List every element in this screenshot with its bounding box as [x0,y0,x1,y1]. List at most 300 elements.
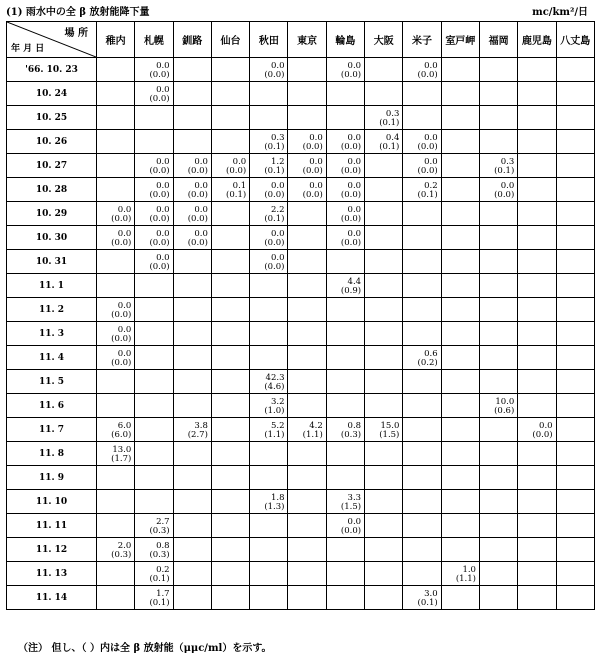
data-cell [97,586,135,610]
data-cell [135,82,173,106]
data-cell [250,490,288,514]
fallout-value: 0.0 [347,61,362,71]
data-cell [288,466,326,490]
value-pair [403,157,440,177]
date-cell: 10. 26 [7,130,97,154]
table-row [7,130,595,154]
fallout-value: 0.0 [117,325,132,335]
data-cell [288,130,326,154]
data-cell [250,58,288,82]
fallout-value: 0.0 [232,157,247,167]
data-cell [556,370,594,394]
fallout-value: 0.0 [309,157,323,167]
fallout-value: 2.2 [270,205,285,215]
beta-activity-value: (0.3) [149,526,170,536]
beta-activity-value: (0.0) [149,238,170,248]
data-cell [173,442,211,466]
station-header: 稚内 [97,22,135,58]
data-cell [518,130,556,154]
date-cell: 11. 2 [7,298,97,322]
data-cell [326,466,364,490]
table-row [7,82,595,106]
data-cell [479,178,517,202]
data-cell [479,586,517,610]
data-cell [518,322,556,346]
data-cell [403,154,441,178]
beta-activity-value: (2.7) [187,430,208,440]
date-cell: '66. 10. 23 [7,58,97,82]
value-pair [212,157,249,177]
data-cell [326,538,364,562]
fallout-value: 0.0 [117,205,132,215]
date-cell: 11. 1 [7,274,97,298]
table-row [7,58,595,82]
data-cell [211,226,249,250]
value-pair [174,181,211,201]
data-cell [441,130,479,154]
data-cell [441,370,479,394]
data-cell [250,250,288,274]
beta-activity-value: (0.0) [149,262,170,272]
data-cell [556,562,594,586]
data-cell [326,370,364,394]
data-cell [556,106,594,130]
data-cell [556,250,594,274]
beta-activity-value: (0.0) [187,214,208,224]
data-cell [97,58,135,82]
data-cell [441,226,479,250]
data-cell [97,322,135,346]
data-cell [365,442,403,466]
station-header: 鹿児島 [518,22,556,58]
data-cell [173,394,211,418]
data-cell [173,418,211,442]
data-cell [441,490,479,514]
station-header: 仙台 [211,22,249,58]
data-cell [135,154,173,178]
table-title: (1) 雨水中の全 β 放射能降下量 [6,7,150,18]
fallout-value: 0.0 [156,229,170,239]
data-cell [288,514,326,538]
value-pair [327,181,364,201]
data-cell [326,130,364,154]
data-cell [135,466,173,490]
station-header: 八丈島 [556,22,594,58]
data-cell [365,178,403,202]
value-pair [250,421,287,441]
data-cell [173,514,211,538]
data-cell [288,274,326,298]
data-cell [326,226,364,250]
fallout-value: 0.0 [156,253,170,263]
value-pair [480,181,517,201]
value-pair [365,109,402,129]
data-cell [326,490,364,514]
data-cell [173,178,211,202]
fallout-value: 0.0 [270,181,285,191]
data-cell [250,394,288,418]
data-cell [518,514,556,538]
data-cell [326,58,364,82]
data-cell [403,394,441,418]
beta-activity-value: (0.1) [149,598,170,608]
table-row [7,346,595,370]
value-pair [518,421,555,441]
data-cell [250,82,288,106]
beta-activity-value: (0.3) [340,430,362,440]
data-cell [365,58,403,82]
data-cell [365,154,403,178]
data-cell [97,442,135,466]
fallout-value: 0.1 [232,181,247,191]
fallout-value: 0.6 [424,349,438,359]
data-cell [556,202,594,226]
data-cell [365,394,403,418]
data-cell [518,58,556,82]
value-pair [288,157,325,177]
data-cell [97,130,135,154]
fallout-value: 0.0 [347,205,362,215]
beta-activity-value: (0.1) [417,598,438,608]
data-cell [173,274,211,298]
data-cell [403,322,441,346]
date-cell: 11. 11 [7,514,97,538]
beta-activity-value: (0.0) [111,334,132,344]
data-cell [288,562,326,586]
data-cell [479,202,517,226]
table-row [7,586,595,610]
fallout-value: 0.0 [309,181,323,191]
data-cell [441,106,479,130]
data-cell [97,274,135,298]
data-cell [365,226,403,250]
data-cell [441,178,479,202]
data-cell [556,346,594,370]
table-row [7,106,595,130]
beta-activity-value: (0.0) [149,214,170,224]
header-place-label: 場 所 [64,28,88,39]
date-cell: 10. 29 [7,202,97,226]
data-cell [556,274,594,298]
beta-activity-value: (0.0) [111,358,132,368]
data-cell [250,202,288,226]
fallout-value: 13.0 [112,445,132,455]
value-pair [327,205,364,225]
data-cell [326,514,364,538]
date-cell: 10. 27 [7,154,97,178]
data-cell [518,442,556,466]
value-pair [135,205,172,225]
data-cell [518,154,556,178]
data-cell [288,394,326,418]
data-cell [365,562,403,586]
station-header: 大阪 [365,22,403,58]
station-header: 東京 [288,22,326,58]
beta-activity-value: (1.1) [302,430,323,440]
beta-activity-value: (1.0) [264,406,285,416]
value-pair [135,517,172,537]
value-pair [135,589,172,609]
data-cell [288,154,326,178]
data-cell [326,274,364,298]
data-cell [556,442,594,466]
data-cell [556,226,594,250]
data-cell [250,370,288,394]
value-pair [97,301,134,321]
data-cell [135,178,173,202]
data-cell [173,562,211,586]
data-cell [135,538,173,562]
data-cell [365,586,403,610]
beta-activity-value: (1.7) [111,454,132,464]
beta-activity-value: (1.5) [340,502,362,512]
data-cell [441,274,479,298]
data-cell [250,514,288,538]
value-pair [250,253,287,273]
data-cell [97,538,135,562]
date-cell: 10. 30 [7,226,97,250]
data-cell [479,514,517,538]
data-cell [173,250,211,274]
data-cell [288,322,326,346]
value-pair [250,229,287,249]
data-cell [365,538,403,562]
data-cell [556,538,594,562]
data-cell [135,442,173,466]
data-cell [326,106,364,130]
data-cell [250,130,288,154]
data-cell [135,322,173,346]
table-row [7,322,595,346]
fallout-value: 4.2 [309,421,323,431]
fallout-value: 4.4 [347,277,362,287]
data-cell [326,82,364,106]
beta-activity-value: (1.1) [455,574,476,584]
fallout-value: 0.3 [385,109,400,119]
beta-activity-value: (0.3) [111,550,132,560]
beta-activity-value: (0.2) [417,358,438,368]
data-cell [211,370,249,394]
data-cell [135,130,173,154]
fallout-value: 0.2 [156,565,170,575]
data-cell [250,466,288,490]
data-cell [441,538,479,562]
data-cell [97,466,135,490]
data-cell [288,250,326,274]
data-cell [403,274,441,298]
fallout-value: 0.0 [347,181,362,191]
data-cell [403,178,441,202]
data-cell [211,130,249,154]
value-pair [327,157,364,177]
value-pair [480,397,517,417]
data-cell [556,322,594,346]
fallout-value: 5.2 [270,421,285,431]
fallout-value: 0.0 [156,205,170,215]
data-cell [173,586,211,610]
beta-activity-value: (0.0) [340,142,362,152]
data-cell [518,562,556,586]
data-cell [97,154,135,178]
data-cell [135,562,173,586]
data-cell [97,562,135,586]
fallout-value: 0.0 [194,205,208,215]
data-cell [97,202,135,226]
data-cell [403,298,441,322]
data-cell [288,106,326,130]
value-pair [403,133,440,153]
beta-activity-value: (0.0) [340,190,362,200]
value-pair [250,493,287,513]
data-cell [479,82,517,106]
data-cell [441,202,479,226]
data-cell [97,298,135,322]
data-cell [250,538,288,562]
data-cell [403,442,441,466]
data-cell [556,490,594,514]
data-cell [135,394,173,418]
data-cell [250,562,288,586]
data-cell [250,298,288,322]
data-cell [518,586,556,610]
data-cell [173,226,211,250]
data-cell [135,370,173,394]
data-cell [479,250,517,274]
data-cell [518,370,556,394]
table-row [7,298,595,322]
beta-activity-value: (0.0) [340,214,362,224]
data-cell [250,226,288,250]
fallout-value: 0.4 [385,133,400,143]
value-pair [97,445,134,465]
data-cell [556,418,594,442]
data-cell [135,514,173,538]
value-pair [365,421,402,441]
station-header: 福岡 [479,22,517,58]
fallout-value: 6.0 [117,421,132,431]
value-pair [403,589,440,609]
data-cell [326,250,364,274]
data-cell [403,370,441,394]
data-cell [365,130,403,154]
data-cell [518,298,556,322]
data-cell [326,418,364,442]
data-cell [518,250,556,274]
data-cell [288,442,326,466]
data-cell [518,466,556,490]
fallout-value: 2.7 [156,517,170,527]
fallout-value: 1.8 [270,493,285,503]
data-cell [365,274,403,298]
value-pair [97,229,134,249]
fallout-value: 2.0 [117,541,132,551]
beta-activity-value: (0.1) [264,214,285,224]
value-pair [327,421,364,441]
data-cell [288,202,326,226]
value-pair [250,133,287,153]
station-header: 輪島 [326,22,364,58]
date-cell: 10. 25 [7,106,97,130]
beta-activity-value: (0.0) [417,70,438,80]
data-cell [518,418,556,442]
value-pair [327,229,364,249]
fallout-value: 0.0 [117,349,132,359]
data-cell [518,178,556,202]
data-cell [173,154,211,178]
data-cell [326,442,364,466]
data-cell [135,418,173,442]
data-cell [211,538,249,562]
data-cell [479,106,517,130]
data-cell [288,82,326,106]
data-cell [441,298,479,322]
data-cell [97,394,135,418]
data-cell [135,298,173,322]
table-row [7,202,595,226]
data-cell [479,58,517,82]
value-pair [174,421,211,441]
fallout-value: 3.3 [347,493,362,503]
data-cell [518,82,556,106]
footnote: （注） 但し、（ ）内は全 β 放射能（μμc/ml）を示す。 [18,643,272,654]
data-cell [97,514,135,538]
value-pair [403,349,440,369]
data-cell [173,202,211,226]
data-cell [441,394,479,418]
beta-activity-value: (0.0) [111,238,132,248]
data-cell [211,250,249,274]
fallout-value: 0.0 [156,61,170,71]
data-cell [173,370,211,394]
data-cell [403,586,441,610]
beta-activity-value: (0.0) [302,142,323,152]
data-cell [365,466,403,490]
beta-activity-value: (0.0) [340,526,362,536]
value-pair [250,373,287,393]
fallout-value: 3.8 [194,421,208,431]
data-cell [479,418,517,442]
data-cell [365,346,403,370]
table-row [7,442,595,466]
data-cell [135,274,173,298]
data-cell [288,490,326,514]
data-cell [479,346,517,370]
fallout-value: 3.2 [270,397,285,407]
beta-activity-value: (0.1) [149,574,170,584]
data-cell [97,250,135,274]
beta-activity-value: (0.0) [111,310,132,320]
data-cell [250,586,288,610]
beta-activity-value: (0.1) [264,166,285,176]
data-cell [288,58,326,82]
value-pair [288,181,325,201]
fallout-value: 0.8 [347,421,362,431]
data-cell [556,298,594,322]
fallout-value: 0.8 [156,541,170,551]
data-cell [403,346,441,370]
data-cell [211,490,249,514]
data-cell [211,562,249,586]
beta-activity-value: (0.1) [494,166,515,176]
data-cell [556,514,594,538]
data-cell [365,322,403,346]
value-pair [97,325,134,345]
beta-activity-value: (0.0) [149,70,170,80]
fallout-value: 0.0 [424,61,438,71]
fallout-value: 0.0 [156,157,170,167]
data-cell [365,106,403,130]
data-cell [403,466,441,490]
